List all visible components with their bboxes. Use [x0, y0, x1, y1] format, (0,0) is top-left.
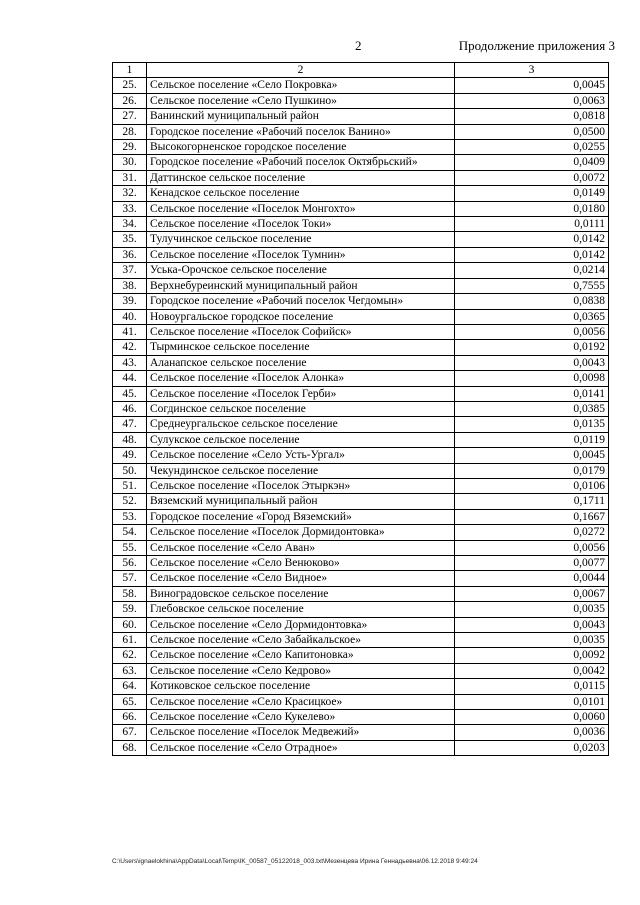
row-name: Сельское поселение «Поселок Токи» — [147, 217, 455, 232]
row-value: 0,0077 — [455, 556, 609, 571]
row-value: 0,0115 — [455, 679, 609, 694]
row-value: 0,0142 — [455, 247, 609, 262]
row-number: 55. — [113, 540, 147, 555]
row-value: 0,0092 — [455, 648, 609, 663]
row-name: Кенадское сельское поселение — [147, 186, 455, 201]
row-number: 34. — [113, 217, 147, 232]
row-number: 25. — [113, 78, 147, 93]
table-row — [113, 679, 609, 694]
row-number: 29. — [113, 140, 147, 155]
row-name: Сельское поселение «Село Дормидонтовка» — [147, 617, 455, 632]
table-row — [113, 294, 609, 309]
row-value: 0,0149 — [455, 186, 609, 201]
row-name: Сельское поселение «Село Капитоновка» — [147, 648, 455, 663]
row-number: 48. — [113, 432, 147, 447]
row-number: 45. — [113, 386, 147, 401]
table-row — [113, 663, 609, 678]
row-value: 0,0063 — [455, 93, 609, 108]
row-number: 47. — [113, 417, 147, 432]
table-row — [113, 571, 609, 586]
row-name: Сельское поселение «Село Кукелево» — [147, 710, 455, 725]
table-row — [113, 494, 609, 509]
row-value: 0,0045 — [455, 78, 609, 93]
row-name: Сельское поселение «Село Отрадное» — [147, 740, 455, 755]
table-row — [113, 725, 609, 740]
row-number: 61. — [113, 633, 147, 648]
row-name: Сельское поселение «Поселок Медвежий» — [147, 725, 455, 740]
row-name: Сельское поселение «Поселок Этыркэн» — [147, 478, 455, 493]
table-row — [113, 694, 609, 709]
row-name: Сельское поселение «Поселок Софийск» — [147, 324, 455, 339]
row-number: 53. — [113, 509, 147, 524]
row-name: Среднеургальское сельское поселение — [147, 417, 455, 432]
table-row — [113, 740, 609, 755]
row-value: 0,7555 — [455, 278, 609, 293]
table-row — [113, 386, 609, 401]
row-value: 0,0043 — [455, 617, 609, 632]
table-header-row — [113, 63, 609, 78]
table-row — [113, 263, 609, 278]
row-name: Виноградовское сельское поселение — [147, 586, 455, 601]
row-name: Сельское поселение «Поселок Монгохто» — [147, 201, 455, 216]
row-value: 0,0142 — [455, 232, 609, 247]
row-value: 0,0056 — [455, 540, 609, 555]
row-value: 0,0818 — [455, 109, 609, 124]
row-name: Сельское поселение «Село Красицкое» — [147, 694, 455, 709]
row-value: 0,0067 — [455, 586, 609, 601]
row-name: Сельское поселение «Поселок Алонка» — [147, 371, 455, 386]
row-value: 0,0072 — [455, 170, 609, 185]
table-row — [113, 93, 609, 108]
continuation-title: Продолжение приложения 3 — [458, 38, 615, 53]
row-name: Сельское поселение «Село Пушкино» — [147, 93, 455, 108]
row-number: 62. — [113, 648, 147, 663]
column-header-value: 3 — [455, 63, 609, 78]
table-row — [113, 556, 609, 571]
row-value: 0,0101 — [455, 694, 609, 709]
row-number: 42. — [113, 340, 147, 355]
table-row — [113, 140, 609, 155]
row-value: 0,1711 — [455, 494, 609, 509]
row-number: 50. — [113, 463, 147, 478]
row-name: Ванинский муниципальный район — [147, 109, 455, 124]
table-row — [113, 525, 609, 540]
row-number: 57. — [113, 571, 147, 586]
row-value: 0,0180 — [455, 201, 609, 216]
footer-file-path: C:\Users\ignaelokhina\AppData\Local\Temp\IK_00587_05122018_003.txt\Мезенцева Ирина Геннадьевна\06.12.2018 9:49:24 — [112, 858, 478, 865]
table-row — [113, 617, 609, 632]
table-row — [113, 232, 609, 247]
row-value: 0,0043 — [455, 355, 609, 370]
row-value: 0,0203 — [455, 740, 609, 755]
row-value: 0,0111 — [455, 217, 609, 232]
row-number: 35. — [113, 232, 147, 247]
table-row — [113, 217, 609, 232]
row-value: 0,0060 — [455, 710, 609, 725]
row-value: 0,0035 — [455, 602, 609, 617]
row-name: Сельское поселение «Село Забайкальское» — [147, 633, 455, 648]
row-value: 0,0106 — [455, 478, 609, 493]
row-value: 0,0500 — [455, 124, 609, 139]
row-value: 0,0036 — [455, 725, 609, 740]
row-value: 0,0035 — [455, 633, 609, 648]
table-row — [113, 170, 609, 185]
table-row — [113, 247, 609, 262]
row-number: 63. — [113, 663, 147, 678]
row-number: 65. — [113, 694, 147, 709]
row-number: 30. — [113, 155, 147, 170]
row-number: 59. — [113, 602, 147, 617]
row-number: 27. — [113, 109, 147, 124]
table-row — [113, 355, 609, 370]
row-name: Котиковское сельское поселение — [147, 679, 455, 694]
row-name: Высокогорненское городское поселение — [147, 140, 455, 155]
row-name: Согдинское сельское поселение — [147, 401, 455, 416]
table-row — [113, 602, 609, 617]
row-value: 0,0042 — [455, 663, 609, 678]
row-value: 0,1667 — [455, 509, 609, 524]
row-number: 28. — [113, 124, 147, 139]
row-number: 37. — [113, 263, 147, 278]
row-name: Уська-Орочское сельское поселение — [147, 263, 455, 278]
row-name: Сельское поселение «Село Венюково» — [147, 556, 455, 571]
table-row — [113, 509, 609, 524]
row-name: Тырминское сельское поселение — [147, 340, 455, 355]
row-number: 60. — [113, 617, 147, 632]
row-name: Даттинское сельское поселение — [147, 170, 455, 185]
row-number: 54. — [113, 525, 147, 540]
row-value: 0,0179 — [455, 463, 609, 478]
row-value: 0,0098 — [455, 371, 609, 386]
row-value: 0,0045 — [455, 448, 609, 463]
row-value: 0,0385 — [455, 401, 609, 416]
row-value: 0,0409 — [455, 155, 609, 170]
row-value: 0,0056 — [455, 324, 609, 339]
row-number: 46. — [113, 401, 147, 416]
row-name: Вяземский муниципальный район — [147, 494, 455, 509]
table-row — [113, 463, 609, 478]
row-number: 58. — [113, 586, 147, 601]
allocation-table — [112, 62, 609, 756]
row-number: 67. — [113, 725, 147, 740]
table-row — [113, 201, 609, 216]
row-number: 31. — [113, 170, 147, 185]
row-name: Глебовское сельское поселение — [147, 602, 455, 617]
row-name: Сельское поселение «Поселок Герби» — [147, 386, 455, 401]
row-number: 64. — [113, 679, 147, 694]
table-row — [113, 448, 609, 463]
row-value: 0,0141 — [455, 386, 609, 401]
row-name: Сельское поселение «Поселок Тумнин» — [147, 247, 455, 262]
page-number: 2 — [355, 38, 362, 53]
table-row — [113, 324, 609, 339]
table-row — [113, 432, 609, 447]
row-name: Аланапское сельское поселение — [147, 355, 455, 370]
row-number: 43. — [113, 355, 147, 370]
table-body — [113, 78, 609, 756]
row-name: Сельское поселение «Поселок Дормидонтовка» — [147, 525, 455, 540]
table-row — [113, 109, 609, 124]
row-value: 0,0214 — [455, 263, 609, 278]
row-name: Тулучинское сельское поселение — [147, 232, 455, 247]
row-name: Верхнебуреинский муниципальный район — [147, 278, 455, 293]
row-name: Чекундинское сельское поселение — [147, 463, 455, 478]
table-row — [113, 633, 609, 648]
column-header-number: 1 — [113, 63, 147, 78]
row-value: 0,0255 — [455, 140, 609, 155]
row-name: Городское поселение «Город Вяземский» — [147, 509, 455, 524]
row-value: 0,0119 — [455, 432, 609, 447]
table-row — [113, 124, 609, 139]
table-row — [113, 340, 609, 355]
table-row — [113, 309, 609, 324]
row-value: 0,0365 — [455, 309, 609, 324]
row-name: Сельское поселение «Село Видное» — [147, 571, 455, 586]
row-name: Городское поселение «Рабочий поселок Ванино» — [147, 124, 455, 139]
row-number: 26. — [113, 93, 147, 108]
row-number: 36. — [113, 247, 147, 262]
table-row — [113, 155, 609, 170]
row-number: 38. — [113, 278, 147, 293]
table-row — [113, 540, 609, 555]
row-number: 56. — [113, 556, 147, 571]
row-number: 40. — [113, 309, 147, 324]
row-number: 68. — [113, 740, 147, 755]
row-name: Городское поселение «Рабочий поселок Чегдомын» — [147, 294, 455, 309]
row-name: Сельское поселение «Село Усть-Ургал» — [147, 448, 455, 463]
table-row — [113, 278, 609, 293]
row-value: 0,0135 — [455, 417, 609, 432]
row-number: 32. — [113, 186, 147, 201]
table-row — [113, 710, 609, 725]
table-row — [113, 78, 609, 93]
row-number: 41. — [113, 324, 147, 339]
row-name: Сельское поселение «Село Аван» — [147, 540, 455, 555]
row-number: 44. — [113, 371, 147, 386]
row-value: 0,0044 — [455, 571, 609, 586]
table-row — [113, 186, 609, 201]
row-name: Городское поселение «Рабочий поселок Октябрьский» — [147, 155, 455, 170]
column-header-name: 2 — [147, 63, 455, 78]
row-value: 0,0192 — [455, 340, 609, 355]
row-name: Новоургальское городское поселение — [147, 309, 455, 324]
row-number: 49. — [113, 448, 147, 463]
row-number: 52. — [113, 494, 147, 509]
row-name: Сельское поселение «Село Кедрово» — [147, 663, 455, 678]
row-number: 66. — [113, 710, 147, 725]
row-number: 39. — [113, 294, 147, 309]
row-value: 0,0838 — [455, 294, 609, 309]
table-row — [113, 401, 609, 416]
table-row — [113, 648, 609, 663]
table-row — [113, 586, 609, 601]
table-row — [113, 371, 609, 386]
row-value: 0,0272 — [455, 525, 609, 540]
table-row — [113, 478, 609, 493]
row-name: Сулукское сельское поселение — [147, 432, 455, 447]
table-row — [113, 417, 609, 432]
row-name: Сельское поселение «Село Покровка» — [147, 78, 455, 93]
row-number: 33. — [113, 201, 147, 216]
row-number: 51. — [113, 478, 147, 493]
